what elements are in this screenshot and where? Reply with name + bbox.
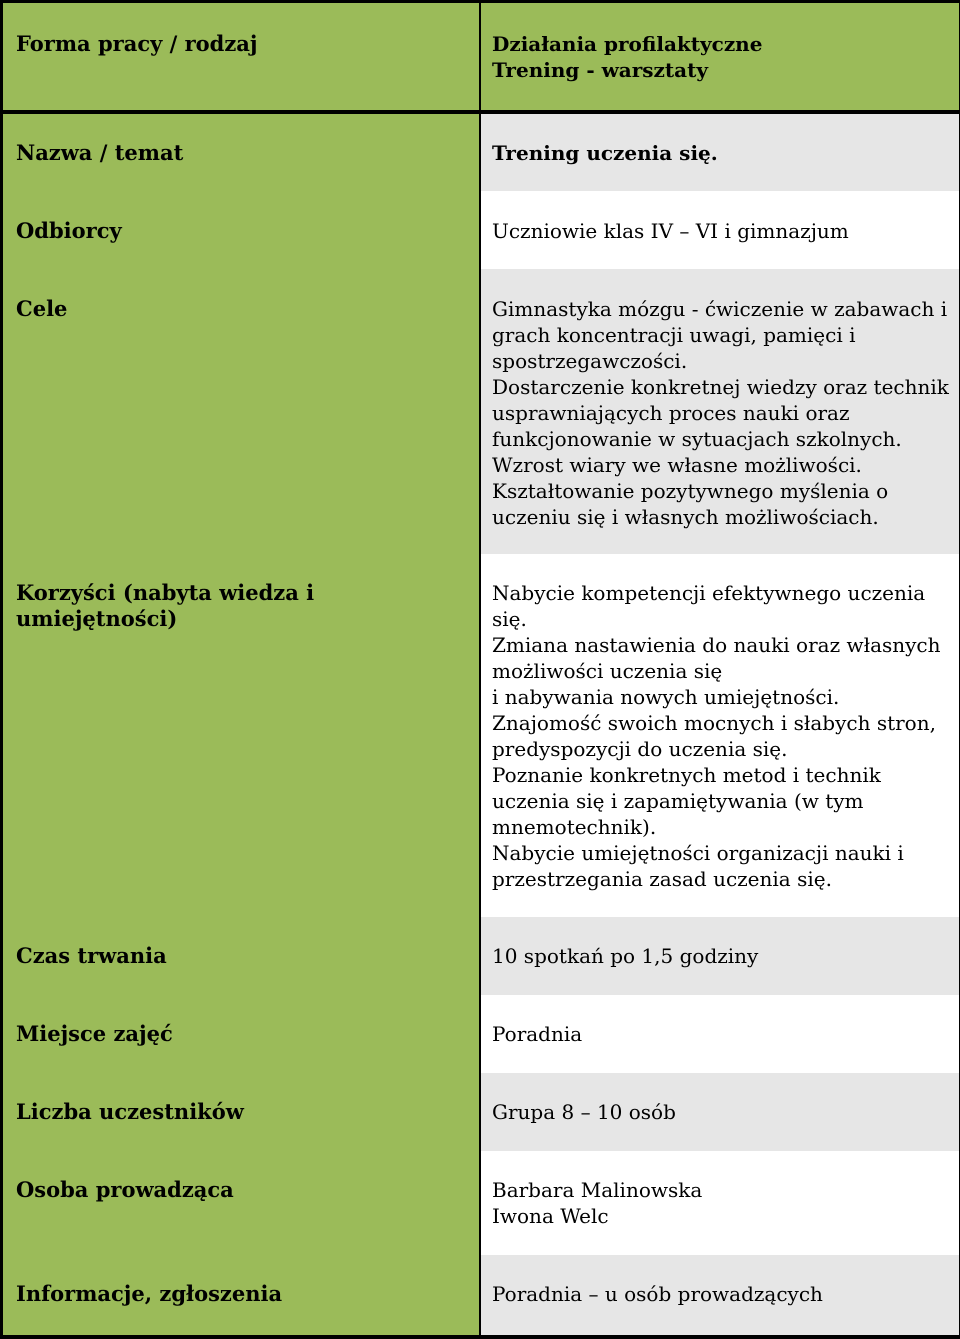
value-line: Uczniowie klas IV – VI i gimnazjum	[492, 219, 849, 243]
value-line: Trening uczenia się.	[492, 141, 718, 165]
value-line: Kształtowanie pozytywnego myślenia o	[492, 479, 889, 503]
value-line: uczenia się i zapamiętywania (w tym	[492, 789, 864, 813]
label-text: Miejsce zajęć	[16, 1021, 173, 1046]
row-value	[481, 917, 959, 995]
row-value	[481, 269, 959, 554]
row-label	[3, 1151, 479, 1255]
value-line: spostrzegawczości.	[492, 349, 688, 373]
row-label	[3, 554, 479, 917]
label-text: Odbiorcy	[16, 218, 122, 243]
value-line: i nabywania nowych umiejętności.	[492, 685, 840, 709]
label-text: Osoba prowadząca	[16, 1177, 234, 1202]
value-line: Dostarczenie konkretnej wiedzy oraz technik	[492, 375, 949, 399]
row-value	[481, 995, 959, 1073]
label-text: Czas trwania	[16, 943, 167, 968]
value-line: Nabycie kompetencji efektywnego uczenia	[492, 581, 926, 605]
value-line: Grupa 8 – 10 osób	[492, 1100, 676, 1124]
value-line: Poznanie konkretnych metod i technik	[492, 763, 881, 787]
row-value	[481, 3, 959, 110]
value-line: Znajomość swoich mocnych i słabych stron,	[492, 711, 936, 735]
row-value	[481, 114, 959, 191]
value-line: Barbara Malinowska	[492, 1178, 703, 1202]
value-line: Poradnia	[492, 1022, 583, 1046]
value-line: Wzrost wiary we własne możliwości.	[492, 453, 862, 477]
row-value	[481, 1073, 959, 1151]
row-label	[3, 191, 479, 269]
table-row-form	[3, 3, 959, 110]
row-label	[3, 1073, 479, 1151]
row-label	[3, 114, 479, 191]
label-text: umiejętności)	[16, 606, 178, 631]
table-row-topic	[3, 114, 959, 191]
row-label	[3, 917, 479, 995]
row-value	[481, 554, 959, 917]
table-row-benefits	[3, 554, 959, 917]
label-text: Informacje, zgłoszenia	[16, 1281, 283, 1306]
value-line: Gimnastyka mózgu - ćwiczenie w zabawach i	[492, 297, 948, 321]
row-label	[3, 995, 479, 1073]
table-row-info	[3, 1255, 959, 1335]
table-row-leaders	[3, 1151, 959, 1255]
label-text: Korzyści (nabyta wiedza i	[16, 580, 315, 605]
value-line: predyspozycji do uczenia się.	[492, 737, 788, 761]
table-row-duration	[3, 917, 959, 995]
table-row-participants	[3, 1073, 959, 1151]
value-line: usprawniających proces nauki oraz	[492, 401, 850, 425]
row-label	[3, 269, 479, 554]
label-text: Nazwa / temat	[16, 140, 184, 165]
value-line: funkcjonowanie w sytuacjach szkolnych.	[492, 427, 902, 451]
value-line: Nabycie umiejętności organizacji nauki i	[492, 841, 904, 865]
value-line: możliwości uczenia się	[492, 659, 723, 683]
label-text: Cele	[16, 296, 68, 321]
label-text: Forma pracy / rodzaj	[16, 31, 258, 56]
value-line: Działania profilaktyczne	[492, 32, 763, 56]
value-line: Iwona Welc	[492, 1204, 609, 1228]
value-line: Trening - warsztaty	[492, 58, 708, 82]
row-label	[3, 3, 479, 110]
row-value	[481, 1151, 959, 1255]
value-line: Poradnia – u osób prowadzących	[492, 1282, 823, 1306]
row-value	[481, 191, 959, 269]
value-line: się.	[492, 607, 527, 631]
table-row-goals	[3, 269, 959, 554]
row-value	[481, 1255, 959, 1335]
value-line: Zmiana nastawienia do nauki oraz własnych	[492, 633, 941, 657]
value-line: grach koncentracji uwagi, pamięci i	[492, 323, 856, 347]
table-row-place	[3, 995, 959, 1073]
value-line: przestrzegania zasad uczenia się.	[492, 867, 832, 891]
value-line: 10 spotkań po 1,5 godziny	[492, 944, 759, 968]
value-line: uczeniu się i własnych możliwościach.	[492, 505, 879, 529]
row-label	[3, 1255, 479, 1335]
label-text: Liczba uczestników	[16, 1099, 244, 1124]
table-row-audience	[3, 191, 959, 269]
value-line: mnemotechnik).	[492, 815, 657, 839]
